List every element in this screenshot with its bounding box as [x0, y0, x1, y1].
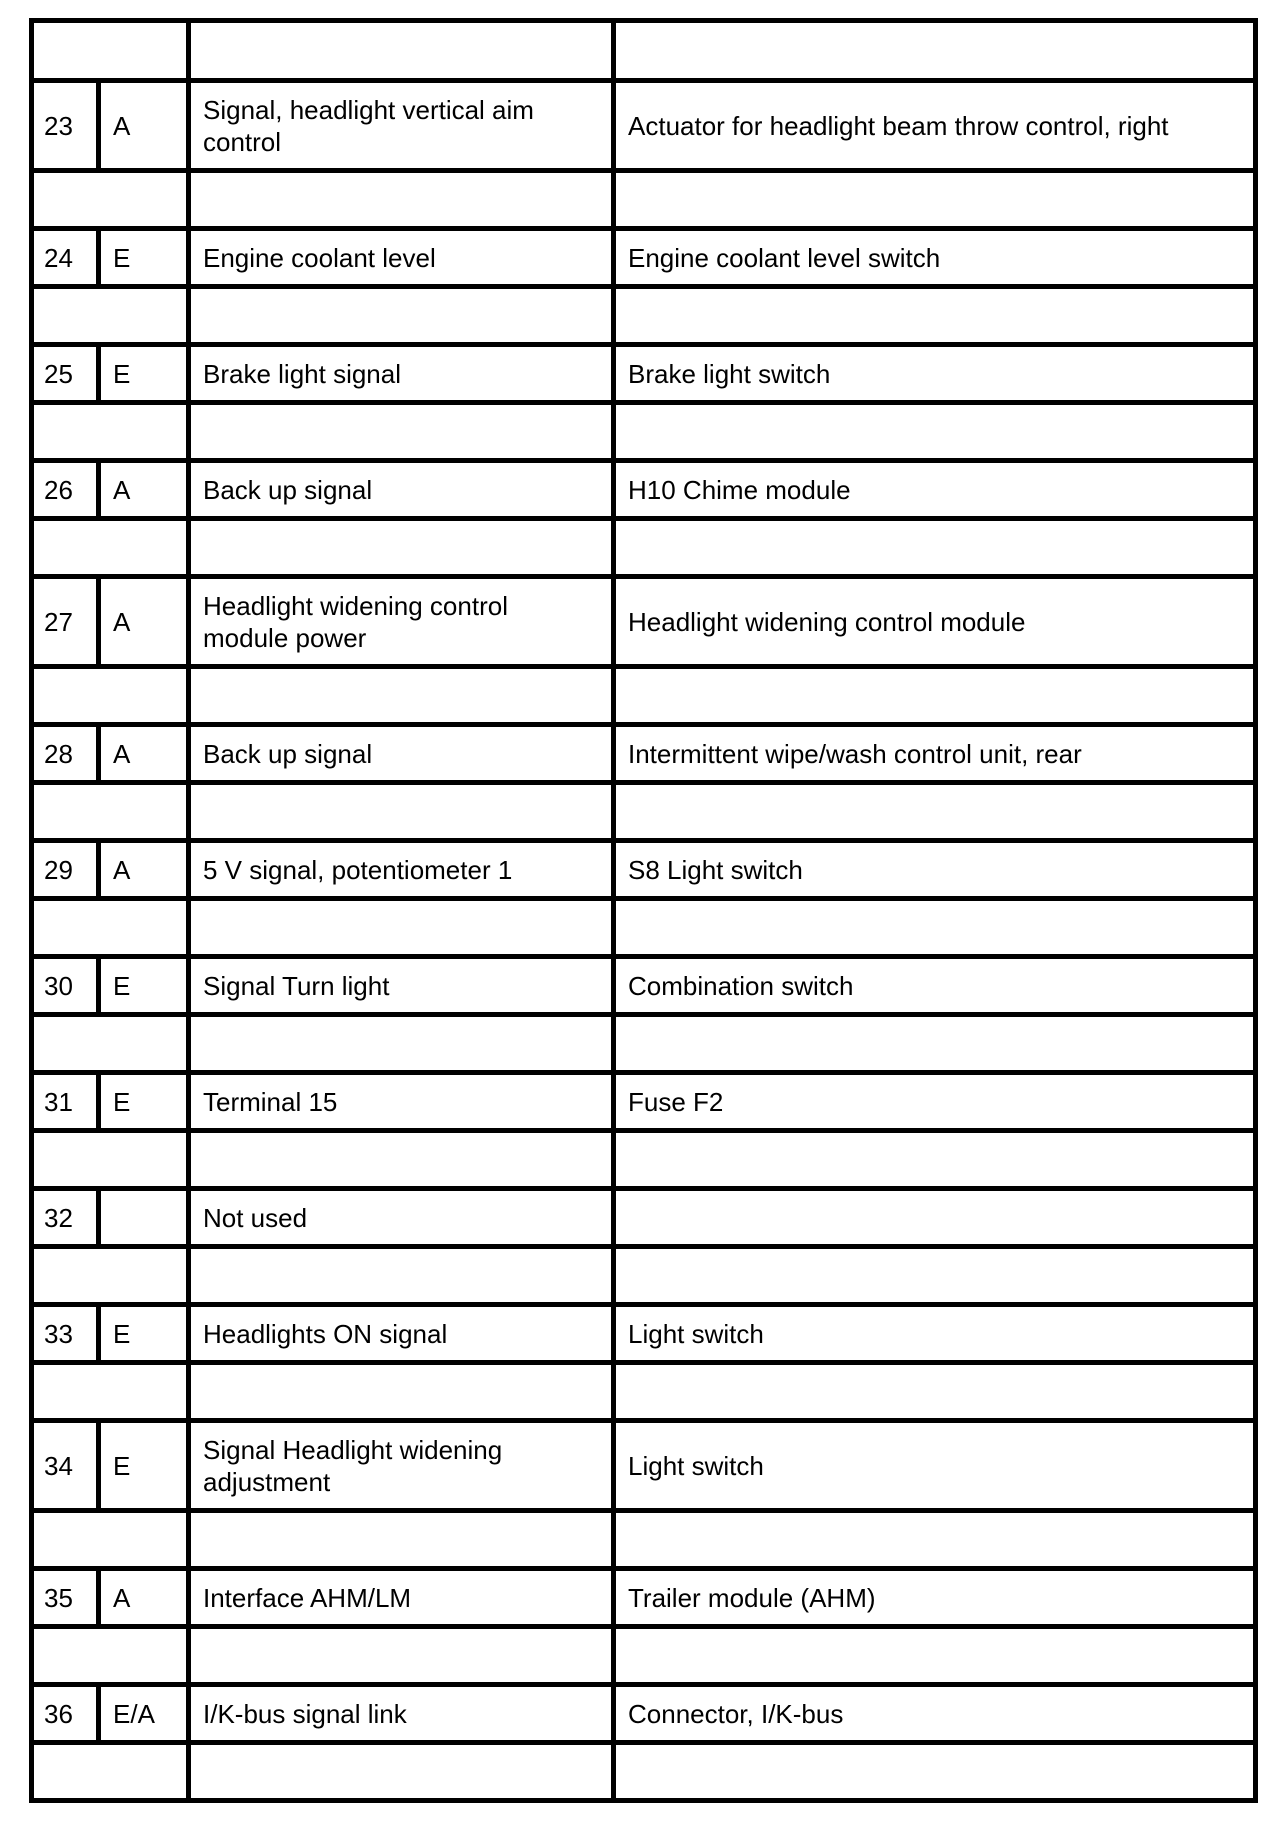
component-cell: Engine coolant level switch — [614, 229, 1256, 287]
spacer-row — [32, 1015, 1256, 1073]
table-row — [32, 1073, 1256, 1131]
spacer-cell — [32, 171, 189, 229]
table-body — [32, 21, 1256, 1801]
header-cell-pin — [32, 21, 189, 81]
spacer-cell — [614, 519, 1256, 577]
component-cell: Headlight widening control module — [614, 577, 1256, 667]
pin-type-cell — [99, 1189, 189, 1247]
spacer-cell — [32, 1015, 189, 1073]
signal-description-cell: Headlights ON signal — [189, 1305, 614, 1363]
header-cell-signal — [189, 21, 614, 81]
component-cell: Combination switch — [614, 957, 1256, 1015]
signal-description-cell: Signal, headlight vertical aim control — [189, 81, 614, 171]
pin-assignment-table — [29, 18, 1258, 1803]
spacer-cell — [32, 1743, 189, 1801]
table-row — [32, 841, 1256, 899]
header-cell-component — [614, 21, 1256, 81]
pin-type-cell: E — [99, 1073, 189, 1131]
pin-type-cell: E — [99, 1421, 189, 1511]
spacer-cell — [32, 783, 189, 841]
spacer-row — [32, 1247, 1256, 1305]
component-cell: Light switch — [614, 1305, 1256, 1363]
spacer-cell — [189, 1015, 614, 1073]
pin-number-cell: 25 — [32, 345, 99, 403]
pin-number-cell: 26 — [32, 461, 99, 519]
signal-description-cell: Brake light signal — [189, 345, 614, 403]
spacer-cell — [614, 403, 1256, 461]
table-row — [32, 229, 1256, 287]
signal-description-cell: Headlight widening control module power — [189, 577, 614, 667]
pin-type-cell: E — [99, 345, 189, 403]
pin-number-cell: 35 — [32, 1569, 99, 1627]
component-cell: Light switch — [614, 1421, 1256, 1511]
table-header-row — [32, 21, 1256, 81]
pin-type-cell: A — [99, 841, 189, 899]
table-row — [32, 1421, 1256, 1511]
spacer-cell — [189, 1363, 614, 1421]
signal-description-cell: Back up signal — [189, 725, 614, 783]
spacer-cell — [189, 1247, 614, 1305]
signal-description-cell: Interface AHM/LM — [189, 1569, 614, 1627]
component-cell — [614, 1189, 1256, 1247]
signal-description-cell: Back up signal — [189, 461, 614, 519]
spacer-cell — [189, 519, 614, 577]
component-cell: H10 Chime module — [614, 461, 1256, 519]
spacer-cell — [189, 667, 614, 725]
pin-number-cell: 33 — [32, 1305, 99, 1363]
table-row — [32, 461, 1256, 519]
table-row — [32, 577, 1256, 667]
signal-description-cell: Signal Headlight widening adjustment — [189, 1421, 614, 1511]
spacer-cell — [32, 287, 189, 345]
table-row — [32, 957, 1256, 1015]
table-row — [32, 1189, 1256, 1247]
spacer-cell — [614, 783, 1256, 841]
spacer-row — [32, 899, 1256, 957]
signal-description-cell: Terminal 15 — [189, 1073, 614, 1131]
pin-type-cell: A — [99, 81, 189, 171]
pin-type-cell: A — [99, 1569, 189, 1627]
component-cell: Connector, I/K-bus — [614, 1685, 1256, 1743]
pin-number-cell: 24 — [32, 229, 99, 287]
spacer-cell — [614, 171, 1256, 229]
pin-number-cell: 29 — [32, 841, 99, 899]
spacer-cell — [32, 899, 189, 957]
pin-number-cell: 28 — [32, 725, 99, 783]
pin-type-cell: E — [99, 957, 189, 1015]
pin-number-cell: 32 — [32, 1189, 99, 1247]
pin-number-cell: 23 — [32, 81, 99, 171]
spacer-cell — [32, 1363, 189, 1421]
spacer-cell — [614, 899, 1256, 957]
spacer-row — [32, 1627, 1256, 1685]
signal-description-cell: Signal Turn light — [189, 957, 614, 1015]
pin-type-cell: A — [99, 461, 189, 519]
spacer-cell — [614, 1511, 1256, 1569]
spacer-cell — [614, 1015, 1256, 1073]
signal-description-cell: 5 V signal, potentiometer 1 — [189, 841, 614, 899]
spacer-row — [32, 287, 1256, 345]
spacer-row — [32, 1511, 1256, 1569]
spacer-cell — [189, 171, 614, 229]
signal-description-cell: Not used — [189, 1189, 614, 1247]
pin-type-cell: A — [99, 725, 189, 783]
spacer-cell — [189, 899, 614, 957]
spacer-row — [32, 667, 1256, 725]
spacer-cell — [32, 1247, 189, 1305]
spacer-cell — [614, 667, 1256, 725]
pin-number-cell: 36 — [32, 1685, 99, 1743]
spacer-row — [32, 403, 1256, 461]
pin-type-cell: E — [99, 229, 189, 287]
spacer-cell — [189, 1131, 614, 1189]
spacer-cell — [614, 1131, 1256, 1189]
pin-number-cell: 27 — [32, 577, 99, 667]
spacer-row — [32, 1363, 1256, 1421]
spacer-cell — [32, 519, 189, 577]
spacer-cell — [189, 1511, 614, 1569]
spacer-row — [32, 1131, 1256, 1189]
signal-description-cell: I/K-bus signal link — [189, 1685, 614, 1743]
component-cell: S8 Light switch — [614, 841, 1256, 899]
table-row — [32, 1569, 1256, 1627]
spacer-cell — [189, 287, 614, 345]
pin-type-cell: E — [99, 1305, 189, 1363]
spacer-cell — [32, 403, 189, 461]
component-cell: Actuator for headlight beam throw control, right — [614, 81, 1256, 171]
spacer-row — [32, 171, 1256, 229]
component-cell: Brake light switch — [614, 345, 1256, 403]
pin-type-cell: A — [99, 577, 189, 667]
spacer-cell — [32, 1511, 189, 1569]
spacer-cell — [32, 667, 189, 725]
spacer-cell — [189, 403, 614, 461]
pin-number-cell: 34 — [32, 1421, 99, 1511]
spacer-cell — [614, 1247, 1256, 1305]
spacer-cell — [32, 1131, 189, 1189]
spacer-cell — [614, 1363, 1256, 1421]
spacer-cell — [614, 1743, 1256, 1801]
table-row — [32, 1685, 1256, 1743]
pin-number-cell: 31 — [32, 1073, 99, 1131]
component-cell: Fuse F2 — [614, 1073, 1256, 1131]
pin-type-cell: E/A — [99, 1685, 189, 1743]
spacer-cell — [189, 1627, 614, 1685]
spacer-cell — [189, 783, 614, 841]
spacer-row — [32, 783, 1256, 841]
spacer-cell — [614, 1627, 1256, 1685]
spacer-cell — [614, 287, 1256, 345]
table-row — [32, 81, 1256, 171]
pin-number-cell: 30 — [32, 957, 99, 1015]
spacer-row — [32, 1743, 1256, 1801]
table-row — [32, 1305, 1256, 1363]
signal-description-cell: Engine coolant level — [189, 229, 614, 287]
spacer-cell — [189, 1743, 614, 1801]
table-row — [32, 725, 1256, 783]
table-row — [32, 345, 1256, 403]
component-cell: Intermittent wipe/wash control unit, rear — [614, 725, 1256, 783]
spacer-row — [32, 519, 1256, 577]
spacer-cell — [32, 1627, 189, 1685]
component-cell: Trailer module (AHM) — [614, 1569, 1256, 1627]
